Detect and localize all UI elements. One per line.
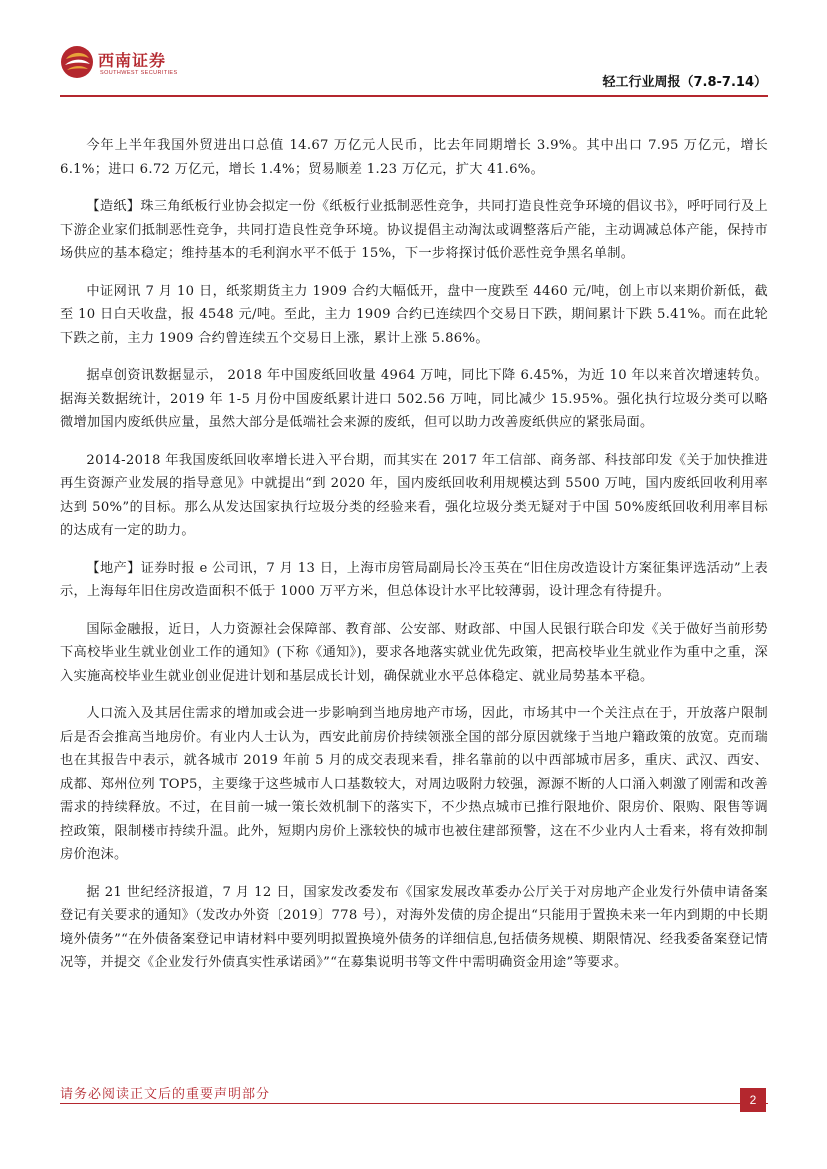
- report-title: 轻工行业周报（7.8-7.14）: [602, 75, 767, 90]
- disclaimer-notice: 请务必阅读正文后的重要声明部分: [60, 1087, 271, 1102]
- logo-emblem-icon: [60, 45, 94, 79]
- paragraph-graduate-employment: 国际金融报，近日，人力资源社会保障部、教育部、公安部、财政部、中国人民银行联合印发《关于做好当前形势下高校毕业生就业创业工作的通知》(下称《通知》)，要求各地落实就业优先政策，把高校毕业生就业作为重中之重，深入实施高校毕业生就业创业促进计划和基层成长计划，确保就业水平总体稳定、就业局势基本平稳。: [60, 621, 768, 684]
- page-number: 2: [740, 1088, 766, 1112]
- report-body: [60, 134, 768, 989]
- footer-divider: [60, 1103, 768, 1104]
- paragraph-paper-initiative: 【造纸】珠三角纸板行业协会拟定一份《纸板行业抵制恶性竞争，共同打造良性竞争环境的倡议书》，呼吁同行及上下游企业家们抵制恶性竞争，共同打造良性竞争环境。协议提倡主动淘汰或调整落后产能，主动调减总体产能，保持市场供应的基本稳定；维持基本的毛利润水平不低于 15%，下一步将探讨低价恶性竞争黑名单制。: [60, 199, 768, 261]
- company-logo: [60, 45, 190, 89]
- header-divider: [60, 95, 768, 97]
- page-header: [0, 0, 827, 100]
- paragraph-waste-paper-recovery: 据卓创资讯数据显示， 2018 年中国废纸回收量 4964 万吨，同比下降 6.45%，为近 10 年以来首次增速转负。据海关数据统计，2019 年 1-5 月份中国废纸累计进口 502.56 万吨，同比减少 15.95%。强化执行垃圾分类可以略微增加国内废纸供应量，虽然大部分是低端社会来源的废纸，但可以助力改善废纸供应的紧张局面。: [60, 368, 768, 430]
- logo-english-name: SOUTHWEST SECURITIES: [100, 70, 178, 76]
- paragraph-trade: 今年上半年我国外贸进出口总值 14.67 万亿元人民币，比去年同期增长 3.9%。其中出口 7.95 万亿元，增长 6.1%；进口 6.72 万亿元，增长 1.4%；贸易顺差 1.23 万亿元，扩大 41.6%。: [60, 138, 768, 177]
- paragraph-pulp-futures: 中证网讯 7 月 10 日，纸浆期货主力 1909 合约大幅低开，盘中一度跌至 4460 元/吨，创上市以来期价新低，截至 10 日白天收盘，报 4548 元/吨。至此，主力 1909 合约已连续四个交易日下跌，期间累计下跌 5.41%。而在此轮下跌之前，主力 1909 合约曾连续五个交易日上涨，累计上涨 5.86%。: [60, 283, 768, 346]
- paragraph-foreign-debt: 据 21 世纪经济报道，7 月 12 日，国家发改委发布《国家发展改革委办公厅关于对房地产企业发行外债申请备案登记有关要求的通知》（发改办外资〔2019〕778 号），对海外发债的房企提出“只能用于置换未来一年内到期的中长期境外债务”“在外债备案登记申请材料中要列明拟置换境外债务的详细信息,包括债务规模、期限情况、经我委备案登记情况等，并提交《企业发行外债真实性承诺函》”“在募集说明书等文件中需明确资金用途”等要求。: [60, 884, 768, 970]
- paragraph-recycling-target: 2014-2018 年我国废纸回收率增长进入平台期，而其实在 2017 年工信部、商务部、科技部印发《关于加快推进再生资源产业发展的指导意见》中就提出“到 2020 年，国内废纸回收利用规模达到 5500 万吨，国内废纸回收利用率达到 50%”的目标。那么从发达国家执行垃圾分类的经验来看，强化垃圾分类无疑对于中国 50%废纸回收利用率目标的达成有一定的助力。: [60, 452, 768, 538]
- logo-chinese-name: 西南证券: [98, 51, 167, 70]
- paragraph-population-housing: 人口流入及其居住需求的增加或会进一步影响到当地房地产市场，因此，市场其中一个关注点在于，开放落户限制后是否会推高当地房价。有业内人士认为，西安此前房价持续领涨全国的部分原因就缘于当地户籍政策的放宽。克而瑞也在其报告中表示，就各城市 2019 年前 5 月的成交表现来看，排名靠前的以中西部城市居多，重庆、武汉、西安、成都、郑州位列 TOP5，主要缘于这些城市人口基数较大，对周边吸附力较强，源源不断的人口涌入刺激了刚需和改善需求的持续释放。不过，在目前一城一策长效机制下的落实下，不少热点城市已推行限地价、限房价、限购、限售等调控政策，限制楼市持续升温。此外，短期内房价上涨较快的城市也被住建部预警，这在不少业内人士看来，将有效抑制房价泡沫。: [60, 706, 768, 862]
- paragraph-real-estate-shanghai: 【地产】证券时报 e 公司讯，7 月 13 日，上海市房管局副局长冷玉英在“旧住房改造设计方案征集评选活动”上表示，上海每年旧住房改造面积不低于 1000 万平方米，但总体设计水平比较薄弱，设计理念有待提升。: [60, 560, 768, 599]
